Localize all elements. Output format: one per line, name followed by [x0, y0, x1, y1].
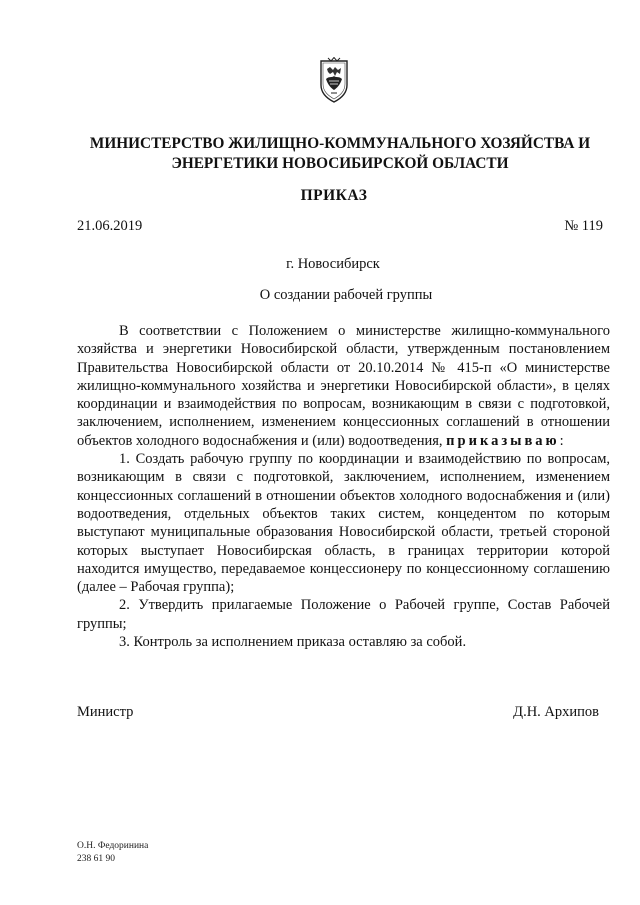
document-city: г. Новосибирск: [286, 256, 380, 272]
document-subject: О создании рабочей группы: [259, 287, 433, 303]
document-body: [77, 322, 610, 651]
executor-name: О.Н. Федоринина: [77, 841, 149, 851]
preamble-paragraph: [77, 322, 610, 450]
organization-line-1: МИНИСТЕРСТВО ЖИЛИЩНО-КОММУНАЛЬНОГО ХОЗЯЙСТВА И: [89, 135, 591, 152]
organization-line-2: ЭНЕРГЕТИКИ НОВОСИБИРСКОЙ ОБЛАСТИ: [171, 155, 509, 172]
order-colon: :: [559, 432, 564, 449]
executor-info: [77, 840, 148, 866]
signer-title: Министр: [77, 704, 134, 720]
document-number: № 119: [564, 218, 603, 234]
executor-phone: 238 61 90: [77, 854, 115, 864]
order-item-2: 2. Утвердить прилагаемые Положение о Рабочей группе, Состав Рабочей группы;: [77, 597, 610, 632]
coat-of-arms-icon: [318, 57, 350, 103]
order-word: приказываю: [446, 432, 560, 449]
order-item-3: 3. Контроль за исполнением приказа оставляю за собой.: [119, 634, 467, 651]
document-date: 21.06.2019: [77, 218, 143, 234]
document-type: ПРИКАЗ: [300, 187, 368, 204]
organization-name: [60, 134, 620, 174]
signer-name: Д.Н. Архипов: [513, 704, 599, 720]
preamble-text: В соответствии с Положением о министерстве жилищно-коммунального хозяйства и энергетики Новосибирской области, утвержденным постановлением Правительства Новосибирской области от 20.10.2014 № 415-п «О министерстве жилищно-коммунального хозяйства и энергетики Новосибирской области», в целях координации и взаимодействия по вопросам, возникающим в связи с подготовкой, заключением, исполнением, изменением концессионных соглашений в отношении объектов холодного водоснабжения и (или) водоотведения,: [77, 323, 610, 449]
order-item-1: 1. Создать рабочую группу по координации и взаимодействию по вопросам, возникающим в связи с подготовкой, заключением, исполнением, изменением концессионных соглашений в отношении объектов холодного водоснабжения и (или) водоотведения, отдельных объектов таких систем, концедентом по которым выступают муниципальные образования Новосибирской области, третьей стороной которых выступает Новосибирская область, в границах территории которой находится имущество, передаваемое концессионеру по концессионному соглашению (далее – Рабочая группа);: [77, 451, 610, 596]
